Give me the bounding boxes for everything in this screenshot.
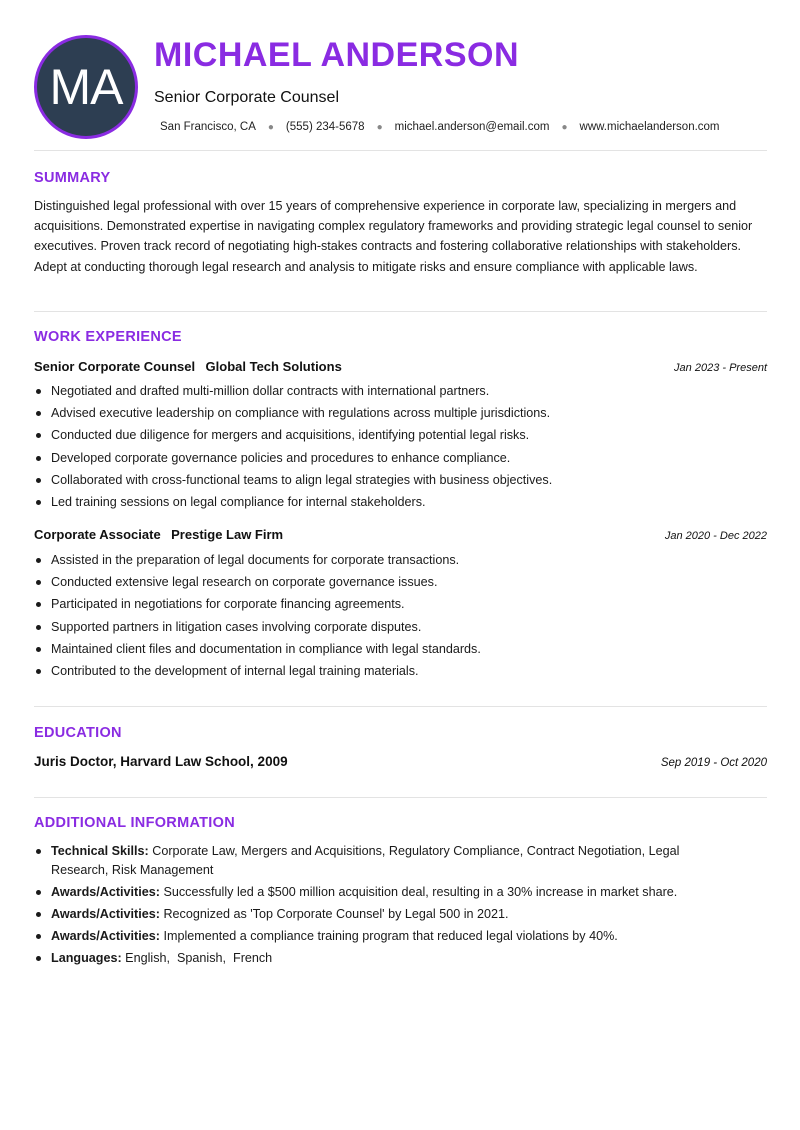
job-bullets: [34, 380, 764, 513]
separator-dot-icon: ●: [561, 121, 568, 133]
section-title-summary: SUMMARY: [34, 170, 111, 186]
list-item: [34, 905, 734, 924]
info-text: Corporate Law, Mergers and Acquisitions, Regulatory Compliance, Contract Negotiation, Legal Research, Risk Management: [51, 844, 680, 877]
list-item: Participated in negotiations for corporate financing agreements.: [34, 593, 764, 615]
job-dates: Jan 2023 - Present: [674, 362, 767, 374]
list-item: [34, 883, 734, 902]
avatar: [34, 35, 138, 139]
list-item: Maintained client files and documentation in compliance with legal standards.: [34, 638, 764, 660]
list-item: Assisted in the preparation of legal documents for corporate transactions.: [34, 549, 764, 571]
info-label: Languages:: [51, 951, 122, 965]
list-item: [34, 949, 734, 968]
education-degree: Juris Doctor, Harvard Law School, 2009: [34, 754, 288, 769]
list-item: [34, 927, 734, 946]
candidate-title: Senior Corporate Counsel: [154, 89, 339, 106]
job-title-line: [34, 526, 283, 544]
job-bullets: [34, 549, 764, 682]
info-label: Awards/Activities:: [51, 906, 160, 921]
contact-line: [160, 121, 720, 133]
info-text: Recognized as 'Top Corporate Counsel' by Legal 500 in 2021.: [159, 906, 509, 921]
info-text: Successfully led a $500 million acquisition deal, resulting in a 30% increase in market share.: [159, 884, 678, 899]
separator-dot-icon: ●: [376, 121, 383, 133]
education-entry: [34, 754, 767, 769]
contact-location: San Francisco, CA: [160, 121, 256, 133]
list-item: Advised executive leadership on compliance with regulations across multiple jurisdictions.: [34, 402, 764, 424]
divider: [34, 797, 767, 798]
section-title-additional: ADDITIONAL INFORMATION: [34, 815, 235, 831]
list-item: Collaborated with cross-functional teams to align legal strategies with business objectives.: [34, 469, 764, 491]
job-header: [34, 526, 767, 544]
list-item: Developed corporate governance policies and procedures to enhance compliance.: [34, 447, 764, 469]
info-label: Awards/Activities:: [51, 928, 160, 943]
list-item: Negotiated and drafted multi-million dollar contracts with international partners.: [34, 380, 764, 402]
section-title-experience: WORK EXPERIENCE: [34, 329, 182, 345]
divider: [34, 706, 767, 707]
info-label: Awards/Activities:: [51, 884, 160, 899]
job-role: Corporate Associate: [34, 527, 161, 542]
section-title-education: EDUCATION: [34, 725, 122, 741]
divider: [34, 311, 767, 312]
job-company: Prestige Law Firm: [171, 527, 284, 542]
separator-dot-icon: ●: [267, 121, 274, 133]
job-dates: Jan 2020 - Dec 2022: [664, 530, 767, 542]
info-text: English, Spanish, French: [121, 951, 273, 965]
summary-text: Distinguished legal professional with over 15 years of comprehensive experience in corporate law, specializing in mergers and acquisitions. Demonstrated expertise in navigating complex regulatory frameworks and providing strategic legal counsel to senior executives. Proven track record of negotiating high-stakes contracts and fostering collaborative relationships with stakeholders. Adept at conducting thorough legal research and analysis to mitigate risks and ensure compliance with applicable laws.: [34, 199, 753, 274]
job-company: Global Tech Solutions: [205, 359, 342, 374]
job-header: [34, 358, 767, 376]
candidate-name: MICHAEL ANDERSON: [154, 36, 520, 74]
job-title-line: [34, 358, 342, 376]
list-item: Conducted due diligence for mergers and acquisitions, identifying potential legal risks.: [34, 424, 764, 446]
additional-info-list: [34, 842, 734, 971]
education-dates: Sep 2019 - Oct 2020: [660, 757, 767, 769]
info-text: Implemented a compliance training program that reduced legal violations by 40%.: [159, 928, 618, 943]
avatar-initials: MA: [49, 59, 123, 115]
list-item: Led training sessions on legal compliance for internal stakeholders.: [34, 491, 764, 513]
contact-website[interactable]: www.michaelanderson.com: [579, 121, 720, 133]
list-item: [34, 842, 734, 879]
divider: [34, 150, 767, 151]
info-label: Technical Skills:: [51, 844, 149, 858]
list-item: Conducted extensive legal research on corporate governance issues.: [34, 571, 764, 593]
list-item: Supported partners in litigation cases involving corporate disputes.: [34, 616, 764, 638]
list-item: Contributed to the development of internal legal training materials.: [34, 660, 764, 682]
job-role: Senior Corporate Counsel: [34, 359, 196, 374]
contact-phone: (555) 234-5678: [285, 121, 365, 133]
contact-email[interactable]: michael.anderson@email.com: [394, 121, 550, 133]
